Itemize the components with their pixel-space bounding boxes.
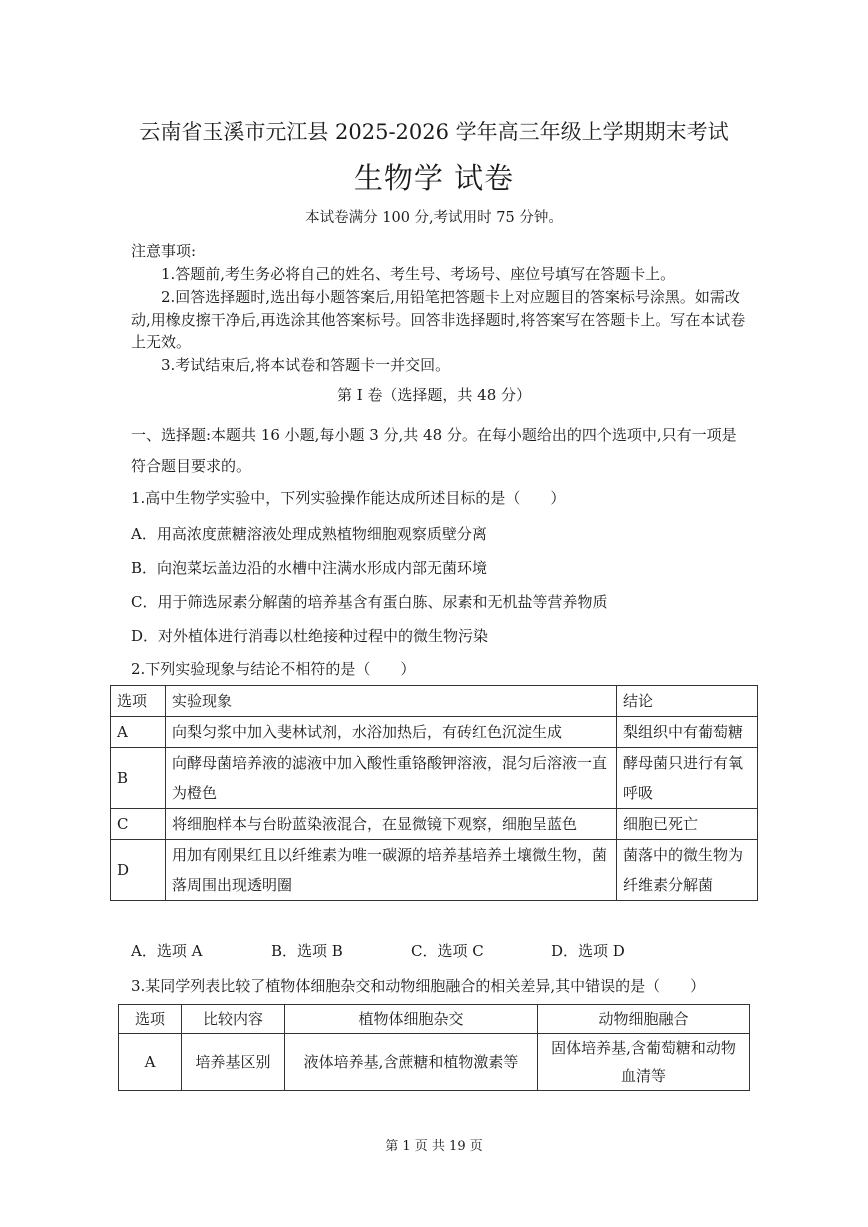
table-header-cell: 实验现象 — [166, 686, 617, 717]
question-2-option-c: C．选项 C — [411, 942, 484, 960]
table-cell: 酵母菌只进行有氧呼吸 — [617, 748, 758, 809]
question-1-option-d: D．对外植体进行消毒以杜绝接种过程中的微生物污染 — [131, 627, 489, 645]
question-2-option-b: B．选项 B — [271, 942, 343, 960]
section-title: 第 I 卷（选择题，共 48 分） — [336, 386, 532, 404]
table-header-cell: 选项 — [111, 686, 166, 717]
table-header-cell: 结论 — [617, 686, 758, 717]
table-row — [111, 717, 758, 748]
question-1-stem: 1.高中生物学实验中，下列实验操作能达成所述目标的是（ ） — [131, 489, 566, 507]
table-cell: 向梨匀浆中加入斐林试剂，水浴加热后，有砖红色沉淀生成 — [166, 717, 617, 748]
table-cell: 向酵母菌培养液的滤液中加入酸性重铬酸钾溶液，混匀后溶液一直为橙色 — [166, 748, 617, 809]
table-header-cell: 动物细胞融合 — [538, 1005, 750, 1034]
notes-heading: 注意事项: — [131, 242, 197, 260]
table-cell: 将细胞样本与台盼蓝染液混合，在显微镜下观察，细胞呈蓝色 — [166, 809, 617, 840]
table-cell: 用加有刚果红且以纤维素为唯一碳源的培养基培养土壤微生物，菌落周围出现透明圈 — [166, 840, 617, 901]
table-header-row — [111, 686, 758, 717]
table-cell: 液体培养基,含蔗糖和植物激素等 — [285, 1034, 538, 1091]
table-cell: B — [111, 748, 166, 809]
table-row — [111, 809, 758, 840]
table-row — [111, 748, 758, 809]
table-header-row — [119, 1005, 750, 1034]
question-1-option-b: B．向泡菜坛盖边沿的水槽中注满水形成内部无菌环境 — [131, 559, 488, 577]
question-3-table — [118, 1004, 750, 1091]
table-row — [111, 840, 758, 901]
table-row — [119, 1034, 750, 1091]
question-2-option-a: A．选项 A — [131, 942, 203, 960]
exam-info: 本试卷满分 100 分,考试用时 75 分钟。 — [305, 210, 563, 226]
table-header-cell: 植物体细胞杂交 — [285, 1005, 538, 1034]
question-1-option-c: C．用于筛选尿素分解菌的培养基含有蛋白胨、尿素和无机盐等营养物质 — [131, 593, 608, 611]
question-3-stem: 3.某同学列表比较了植物体细胞杂交和动物细胞融合的相关差异,其中错误的是（ ） — [131, 977, 706, 995]
section-intro: 一、选择题:本题共 16 小题,每小题 3 分,共 48 分。在每小题给出的四个选项中,只有一项是符合题目要求的。 — [131, 426, 737, 475]
table-cell: C — [111, 809, 166, 840]
note-2: 2.回答选择题时,选出每小题答案后,用铅笔把答题卡上对应题目的答案标号涂黑。如需改动,用橡皮擦干净后,再选涂其他答案标号。回答非选择题时,将答案写在答题卡上。写在本试卷上无效。 — [131, 288, 746, 351]
table-cell: D — [111, 840, 166, 901]
question-2-option-d: D．选项 D — [551, 942, 625, 960]
table-header-cell: 比较内容 — [182, 1005, 285, 1034]
exam-title: 云南省玉溪市元江县 2025-2026 学年高三年级上学期期末考试 — [139, 120, 729, 144]
table-cell: A — [119, 1034, 182, 1091]
table-cell: 菌落中的微生物为纤维素分解菌 — [617, 840, 758, 901]
question-2-table — [110, 685, 758, 901]
page-footer: 第 1 页 共 19 页 — [385, 1139, 483, 1154]
table-header-cell: 选项 — [119, 1005, 182, 1034]
table-cell: 细胞已死亡 — [617, 809, 758, 840]
table-cell: 固体培养基,含葡萄糖和动物血清等 — [538, 1034, 750, 1091]
table-cell: A — [111, 717, 166, 748]
table-cell: 梨组织中有葡萄糖 — [617, 717, 758, 748]
question-2-stem: 2.下列实验现象与结论不相符的是（ ） — [131, 660, 416, 678]
question-1-option-a: A．用高浓度蔗糖溶液处理成熟植物细胞观察质壁分离 — [131, 525, 487, 543]
subject-title: 生物学 试卷 — [353, 161, 515, 195]
table-cell: 培养基区别 — [182, 1034, 285, 1091]
note-1: 1.答题前,考生务必将自己的姓名、考生号、考场号、座位号填写在答题卡上。 — [161, 265, 676, 283]
question-2-options — [131, 940, 691, 961]
note-3: 3.考试结束后,将本试卷和答题卡一并交回。 — [161, 356, 451, 374]
